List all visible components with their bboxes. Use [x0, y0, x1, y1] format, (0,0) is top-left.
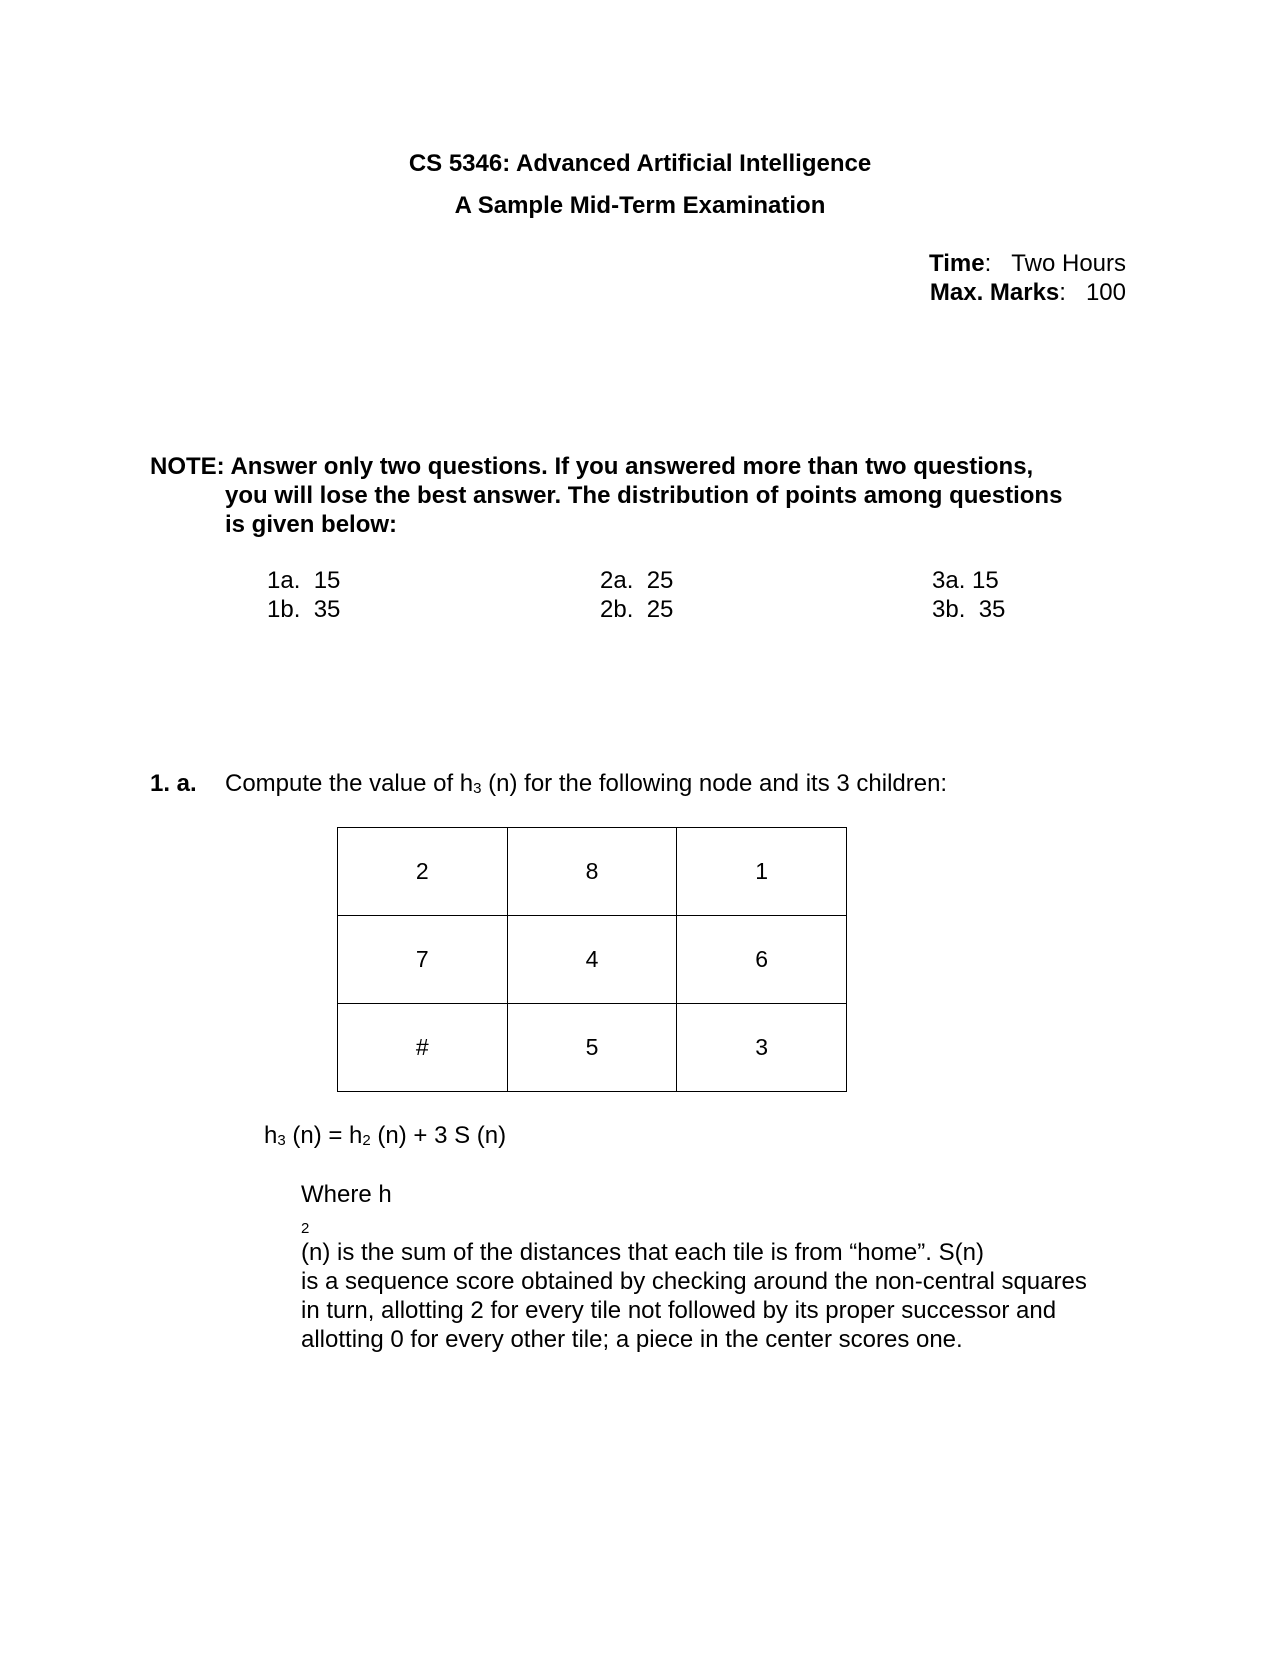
time-label: Time: [929, 250, 985, 277]
grid-cell: 5: [507, 1004, 677, 1092]
question-1-text: [225, 770, 947, 798]
where-line-2: is a sequence score obtained by checking around the non-central squares: [301, 1268, 1087, 1295]
distribution-item: 1a. 15: [267, 567, 341, 594]
question-1-text-after: (n) for the following node and its 3 children:: [481, 770, 948, 797]
question-1-subscript: 3: [473, 780, 482, 797]
note-line-2: you will lose the best answer. The distribution of points among questions: [225, 482, 1063, 509]
where-paragraph: [301, 1180, 1131, 1354]
grid-row: [338, 1004, 847, 1092]
where-line-4: allotting 0 for every other tile; a piece in the center scores one.: [301, 1326, 963, 1353]
grid-cell: 2: [338, 828, 508, 916]
formula-part: h: [264, 1122, 278, 1149]
formula-part: (n) = h: [285, 1122, 363, 1149]
formula-part: (n) + 3 S (n): [370, 1122, 507, 1149]
where-text: Where h: [301, 1181, 392, 1208]
grid-cell: 1: [677, 828, 847, 916]
marks-value: 100: [1085, 279, 1126, 306]
grid-cell: #: [338, 1004, 508, 1092]
grid-cell: 4: [507, 916, 677, 1004]
distribution-q2: [600, 566, 673, 624]
question-1-text-before: Compute the value of h: [225, 770, 474, 797]
grid-cell: 7: [338, 916, 508, 1004]
distribution-item: 2b. 25: [600, 596, 674, 623]
distribution-item: 1b. 35: [267, 596, 341, 623]
where-text: (n) is the sum of the distances that each tile is from “home”. S(n): [301, 1239, 984, 1266]
formula-subscript: 2: [362, 1132, 371, 1149]
note-line-3: is given below:: [225, 511, 398, 538]
course-title: CS 5346: Advanced Artificial Intelligence: [408, 150, 872, 177]
distribution-q1: [267, 566, 340, 624]
distribution-item: 3b. 35: [932, 596, 1006, 623]
where-line-1: [301, 1180, 1131, 1267]
note-line-1: NOTE: Answer only two questions. If you answered more than two questions,: [150, 453, 1034, 480]
grid-cell: 8: [507, 828, 677, 916]
grid-cell: 6: [677, 916, 847, 1004]
grid-cell: 3: [677, 1004, 847, 1092]
heuristic-formula: [264, 1122, 506, 1150]
exam-title: A Sample Mid-Term Examination: [454, 192, 826, 219]
time-row: Time: Two Hours: [929, 250, 1126, 277]
marks-row: Max. Marks: 100: [929, 279, 1126, 306]
distribution-item: 3a. 15: [932, 567, 999, 594]
distribution-q3: [932, 566, 1005, 624]
grid-row: [338, 916, 847, 1004]
formula-subscript: 3: [277, 1132, 286, 1149]
where-line-3: in turn, allotting 2 for every tile not followed by its proper successor and: [301, 1297, 1057, 1324]
where-subscript: 2: [301, 1220, 310, 1237]
time-value: Two Hours: [1011, 250, 1126, 277]
note-block: [150, 452, 1110, 539]
distribution-item: 2a. 25: [600, 567, 674, 594]
puzzle-grid: [337, 827, 847, 1092]
grid-row: [338, 828, 847, 916]
question-1-label: 1. a.: [150, 770, 197, 797]
marks-label: Max. Marks: [929, 279, 1060, 306]
